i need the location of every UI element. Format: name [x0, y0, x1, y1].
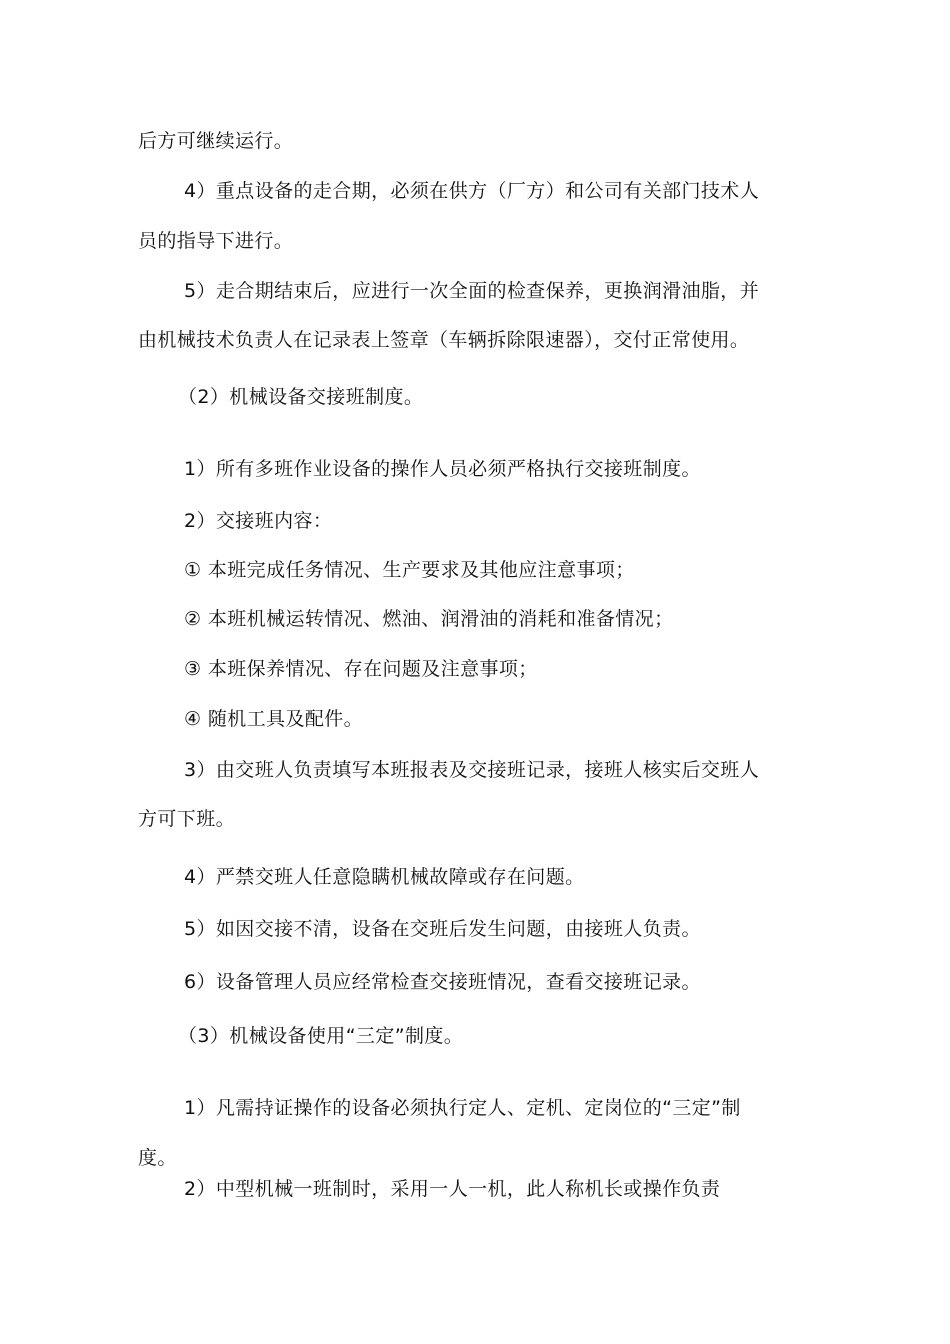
text-line-5: 由机械技术负责人在记录表上签章（车辆拆除限速器），交付正常使用。: [138, 329, 750, 351]
list-item-1: ① 本班完成任务情况、生产要求及其他应注意事项；: [184, 559, 635, 581]
text-line-2: 4）重点设备的走合期，必须在供方（厂方）和公司有关部门技术人: [184, 180, 760, 202]
text-line-8: 2）交接班内容：: [184, 510, 333, 532]
text-line-21: 2）中型机械一班制时，采用一人一机，此人称机长或操作负责: [184, 1178, 721, 1200]
list-item-2: ② 本班机械运转情况、燃油、润滑油的消耗和准备情况；: [184, 608, 674, 630]
list-item-3: ③ 本班保养情况、存在问题及注意事项；: [184, 658, 538, 680]
text-line-4: 5）走合期结束后，应进行一次全面的检查保养，更换润滑油脂，并: [184, 280, 760, 302]
text-line-7: 1）所有多班作业设备的操作人员必须严格执行交接班制度。: [184, 458, 701, 480]
section-heading-3: （3）机械设备使用“三定”制度。: [178, 1025, 464, 1047]
text-line-1: 后方可继续运行。: [138, 130, 294, 152]
text-line-20: 度。: [138, 1147, 177, 1169]
text-line-13: 3）由交班人负责填写本班报表及交接班记录，接班人核实后交班人: [184, 759, 760, 781]
list-item-4: ④ 随机工具及配件。: [184, 708, 364, 730]
text-line-17: 6）设备管理人员应经常检查交接班情况，查看交接班记录。: [184, 971, 701, 993]
text-line-15: 4）严禁交班人任意隐瞒机械故障或存在问题。: [184, 866, 585, 888]
text-line-3: 员的指导下进行。: [138, 230, 294, 252]
text-line-14: 方可下班。: [138, 808, 236, 830]
text-line-19: 1）凡需持证操作的设备必须执行定人、定机、定岗位的“三定”制: [184, 1097, 741, 1119]
text-line-16: 5）如因交接不清，设备在交班后发生问题，由接班人负责。: [184, 918, 701, 940]
section-heading-2: （2）机械设备交接班制度。: [178, 386, 424, 408]
